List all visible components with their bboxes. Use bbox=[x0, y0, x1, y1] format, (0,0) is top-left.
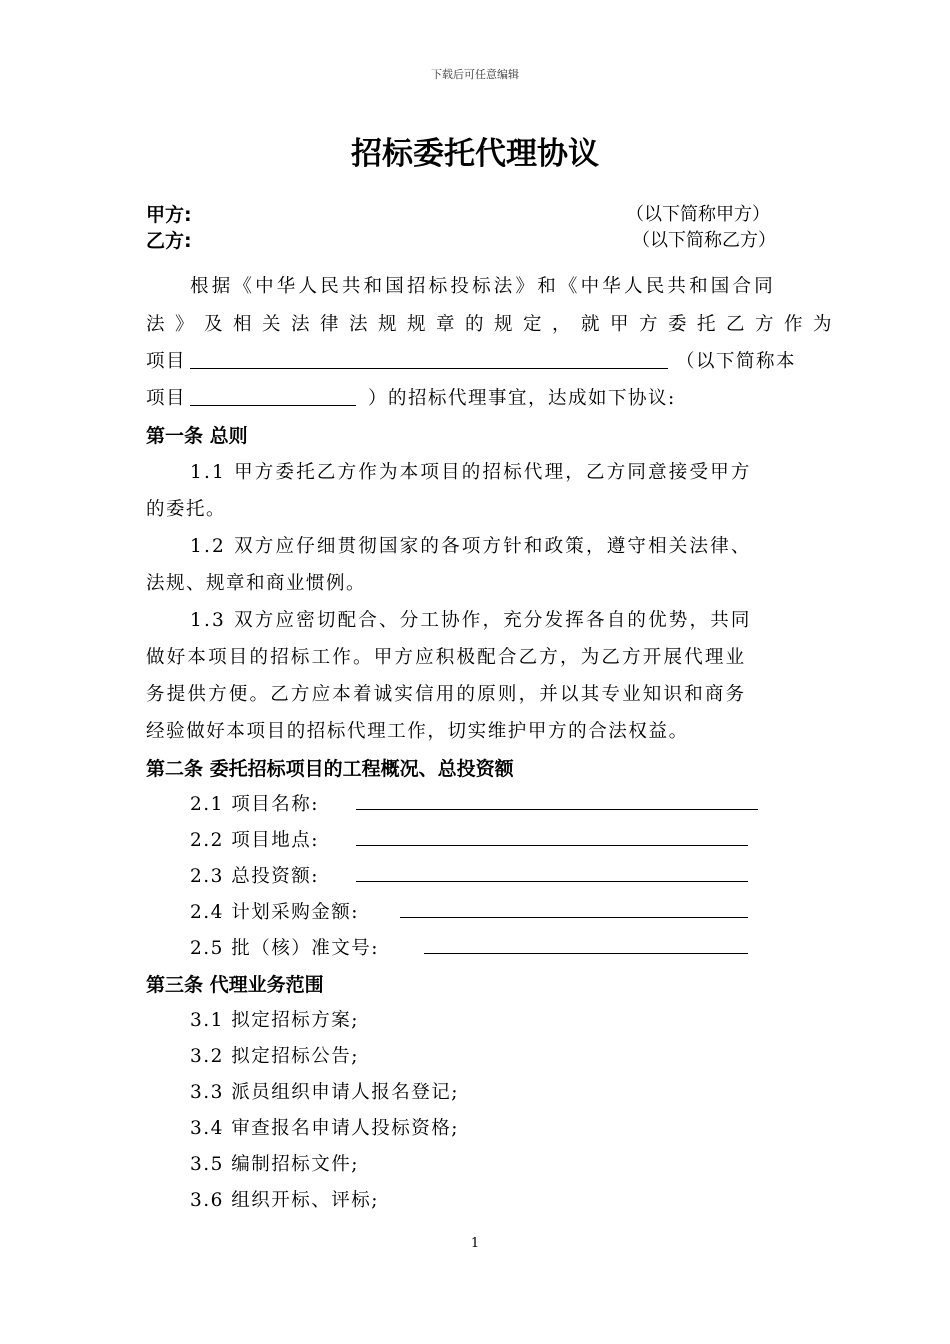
page-number: 1 bbox=[470, 1236, 480, 1251]
party-b-abbr: （以下简称乙方） bbox=[632, 230, 776, 251]
intro-line-3-prefix: 项目 bbox=[146, 351, 187, 372]
article-3-item-6: 3.6 组织开标、评标; bbox=[190, 1190, 380, 1211]
document-title: 招标委托代理协议 bbox=[351, 136, 599, 172]
page-header: 下载后可任意编辑 bbox=[431, 68, 519, 81]
article-3-item-3: 3.3 派员组织申请人报名登记; bbox=[190, 1082, 460, 1103]
project-name-blank[interactable] bbox=[190, 368, 668, 369]
intro-line-1: 根据《中华人民共和国招标投标法》和《中华人民共和国合同 bbox=[190, 276, 776, 297]
article-2-item-3: 2.3 总投资额: bbox=[190, 866, 320, 887]
intro-line-4-prefix: 项目 bbox=[146, 388, 187, 409]
party-a-label: 甲方: bbox=[146, 204, 192, 226]
article-2-item-2: 2.2 项目地点: bbox=[190, 830, 320, 851]
article-1-3-line-1: 1.3 双方应密切配合、分工协作，充分发挥各自的优势，共同 bbox=[190, 610, 752, 631]
article-3-heading: 第三条 代理业务范围 bbox=[146, 974, 324, 996]
article-1-3-line-2: 做好本项目的招标工作。甲方应积极配合乙方，为乙方开展代理业 bbox=[146, 647, 747, 668]
article-1-3-line-3: 务提供方便。乙方应本着诚实信用的原则，并以其专业知识和商务 bbox=[146, 684, 747, 705]
article-1-1-line-1: 1.1 甲方委托乙方作为本项目的招标代理，乙方同意接受甲方 bbox=[190, 462, 752, 483]
party-b-label: 乙方: bbox=[146, 230, 192, 252]
article-3-item-5: 3.5 编制招标文件; bbox=[190, 1154, 360, 1175]
intro-line-2: 法》及相关法律法规规章的规定，就甲方委托乙方作为 bbox=[146, 314, 843, 335]
article-3-item-1: 3.1 拟定招标方案; bbox=[190, 1010, 360, 1031]
article-3-item-2: 3.2 拟定招标公告; bbox=[190, 1046, 360, 1067]
project-abbr-blank[interactable] bbox=[190, 405, 356, 406]
intro-line-3-suffix: （以下简称本 bbox=[676, 351, 797, 372]
article-1-2-line-2: 法规、规章和商业惯例。 bbox=[146, 573, 367, 594]
approval-number-field[interactable] bbox=[424, 953, 748, 954]
total-investment-field[interactable] bbox=[356, 881, 748, 882]
article-2-item-5: 2.5 批（核）准文号: bbox=[190, 938, 380, 959]
planned-purchase-amount-field[interactable] bbox=[400, 917, 748, 918]
article-1-heading: 第一条 总则 bbox=[146, 425, 248, 447]
article-1-1-line-2: 的委托。 bbox=[146, 499, 227, 520]
article-2-heading: 第二条 委托招标项目的工程概况、总投资额 bbox=[146, 758, 514, 780]
article-2-item-4: 2.4 计划采购金额: bbox=[190, 902, 360, 923]
article-1-2-line-1: 1.2 双方应仔细贯彻国家的各项方针和政策，遵守相关法律、 bbox=[190, 536, 752, 557]
article-1-3-line-4: 经验做好本项目的招标代理工作，切实维护甲方的合法权益。 bbox=[146, 721, 689, 742]
article-3-item-4: 3.4 审查报名申请人投标资格; bbox=[190, 1118, 460, 1139]
article-2-item-1: 2.1 项目名称: bbox=[190, 794, 320, 815]
party-a-abbr: （以下简称甲方） bbox=[626, 204, 770, 225]
project-location-field[interactable] bbox=[356, 845, 748, 846]
project-name-field[interactable] bbox=[356, 809, 758, 810]
intro-line-4-suffix: ）的招标代理事宜，达成如下协议: bbox=[368, 388, 676, 409]
